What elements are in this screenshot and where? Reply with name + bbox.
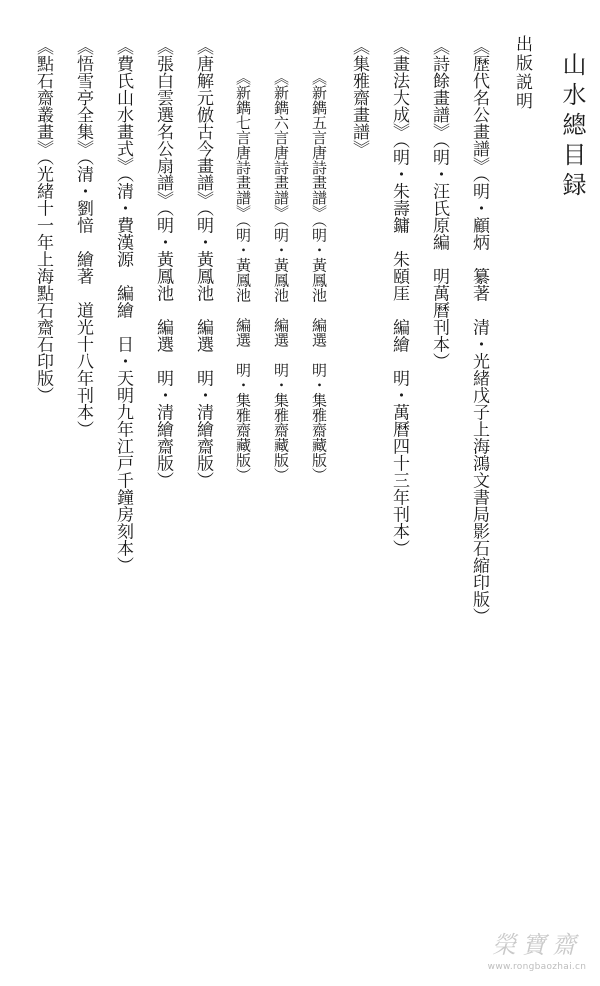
toc-entry[interactable]: 《悟雪亭全集》（清・劉愔 繪著 道光十八年刊本）	[73, 38, 93, 438]
toc-entry[interactable]: 《畫法大成》（明・朱壽鏞 朱頤厓 編繪 明・萬曆四十三年刊本）	[389, 38, 409, 557]
toc-entry[interactable]: 《唐解元倣古今畫譜》（明・黃鳳池 編選 明・清繪齋版）	[193, 38, 213, 489]
page-title: 山水總目録	[558, 52, 586, 202]
toc-subentry[interactable]: 《新鐫六言唐詩畫譜》（明・黃鳳池 編選 明・集雅齋藏版）	[272, 70, 290, 483]
preface-link[interactable]: 出版説明	[512, 35, 532, 111]
toc-entry[interactable]: 《詩餘畫譜》（明・汪氏原編 明萬曆刊本）	[429, 38, 449, 370]
publisher-watermark	[482, 925, 592, 972]
toc-entry[interactable]: 《集雅齋畫譜》	[349, 38, 369, 157]
toc-entry[interactable]: 《點石齋叢畫》（光緒十一年上海點石齋石印版）	[33, 38, 53, 404]
watermark-url: www.rongbaozhai.cn	[487, 962, 587, 972]
watermark-logo: 榮寶齋	[492, 931, 582, 959]
toc-entry[interactable]: 《歷代名公畫譜》（明・顧炳 纂著 清・光緒戊子上海鴻文書局影石縮印版）	[469, 38, 489, 625]
toc-entry[interactable]: 《張白雲選名公扇譜》（明・黃鳳池 編選 明・清繪齋版）	[153, 38, 173, 489]
toc-subentry[interactable]: 《新鐫五言唐詩畫譜》（明・黃鳳池 編選 明・集雅齋藏版）	[310, 70, 328, 483]
toc-subentry[interactable]: 《新鐫七言唐詩畫譜》（明・黃鳳池 編選 明・集雅齋藏版）	[234, 70, 252, 483]
toc-entry[interactable]: 《費氏山水畫式》（清・費漢源 編繪 日・天明九年江戸千鐘房刻本）	[113, 38, 133, 574]
